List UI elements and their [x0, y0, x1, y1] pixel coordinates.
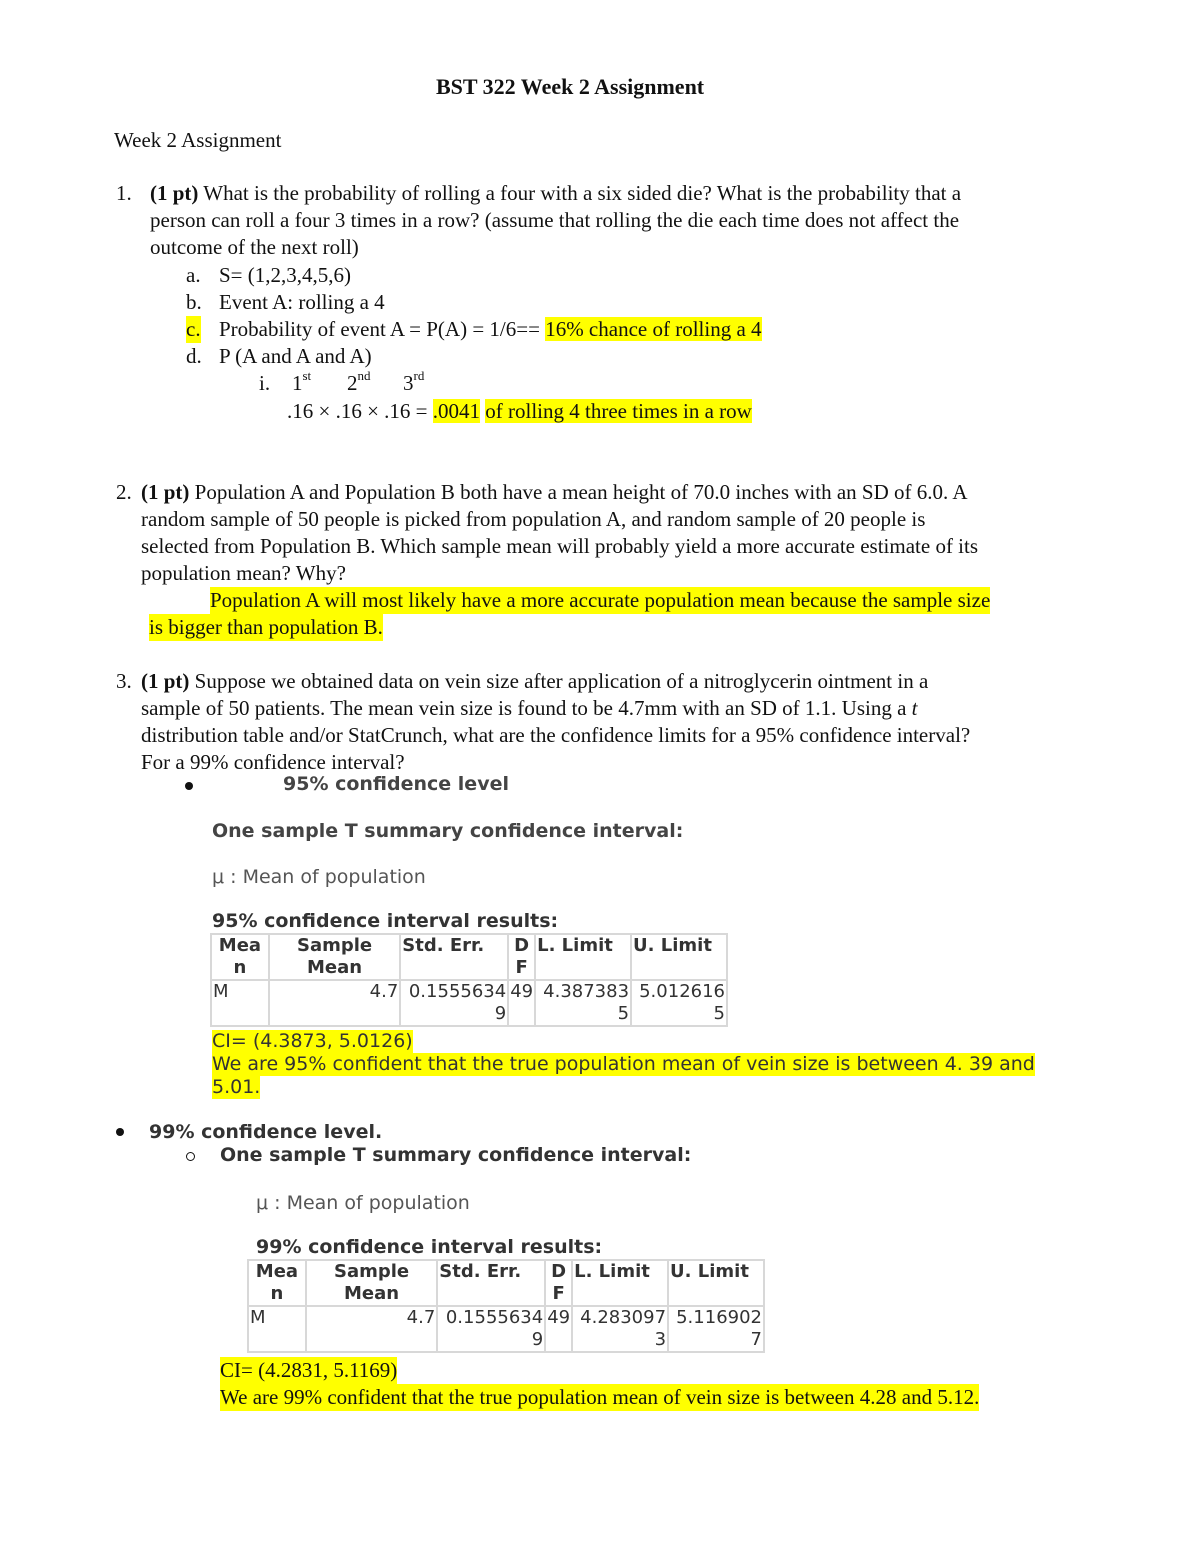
table-header-row: [248, 1260, 764, 1306]
table-cell: M: [211, 980, 269, 1026]
table-row: [211, 980, 727, 1026]
list-item: Event A: rolling a 4: [219, 290, 385, 314]
question-text-line: [141, 695, 918, 722]
question-number: 2.: [116, 480, 132, 504]
parameter-label: μ : Mean of population: [256, 1192, 470, 1214]
question-text-line: selected from Population B. Which sample mean will probably yield a more accurate estimate of its: [141, 534, 979, 558]
question-text-line: [141, 668, 928, 695]
column-header: D F: [508, 934, 535, 980]
column-header: Std. Err.: [437, 1260, 545, 1306]
list-label: d.: [186, 344, 202, 368]
ci-result: CI= (4.3873, 5.0126): [212, 1030, 413, 1052]
question-text: Suppose we obtained data on vein size after application of a nitroglycerin ointment in a: [189, 669, 929, 693]
question-number: 1.: [116, 181, 132, 205]
output-heading: One sample T summary confidence interval:: [212, 820, 684, 842]
column-header: U. Limit: [668, 1260, 764, 1306]
question-text-line: outcome of the next roll): [150, 235, 359, 259]
ordinal-number: 3: [403, 371, 414, 395]
table-cell: 0.1555634 9: [400, 980, 508, 1026]
table-cell: 49: [545, 1306, 572, 1352]
parameter-label: μ : Mean of population: [212, 866, 426, 888]
column-header: Mea n: [248, 1260, 306, 1306]
results-heading: 99% confidence interval results:: [256, 1236, 603, 1258]
conclusion-line: We are 95% confident that the true population mean of vein size is between 4. 39 and: [212, 1053, 1035, 1075]
table-header-row: [211, 934, 727, 980]
ci99-results-table: [247, 1259, 765, 1353]
table-cell: 5.012616 5: [631, 980, 727, 1026]
output-heading: One sample T summary confidence interval:: [220, 1144, 692, 1166]
section-heading: 99% confidence level.: [149, 1121, 383, 1143]
column-header: Mea n: [211, 934, 269, 980]
list-item: S= (1,2,3,4,5,6): [219, 263, 352, 287]
list-label: c.: [186, 317, 201, 341]
column-header: L. Limit: [572, 1260, 668, 1306]
question-text: sample of 50 patients. The mean vein size is found to be 4.7mm with an SD of 1.1. Using a: [141, 696, 912, 720]
column-header: Std. Err.: [400, 934, 508, 980]
answer-highlight: .0041: [432, 399, 481, 423]
list-label: a.: [186, 263, 201, 287]
column-header: Sample Mean: [269, 934, 400, 980]
table-row: [248, 1306, 764, 1352]
column-header: D F: [545, 1260, 572, 1306]
conclusion-line: 5.01.: [212, 1076, 261, 1098]
question-text: What is the probability of rolling a four with a six sided die? What is the probability that a: [198, 181, 962, 205]
list-item: [219, 316, 762, 343]
page-title: BST 322 Week 2 Assignment: [436, 74, 705, 99]
bullet-icon: [185, 782, 193, 790]
ordinal-suffix: rd: [413, 368, 425, 383]
column-header: Sample Mean: [306, 1260, 437, 1306]
question-text-line: person can roll a four 3 times in a row? (assume that rolling the die each time does not affect the: [150, 208, 960, 232]
column-header: U. Limit: [631, 934, 727, 980]
ci-result: CI= (4.2831, 5.1169): [220, 1358, 398, 1382]
conclusion-line: We are 99% confident that the true population mean of vein size is between 4.28 and 5.12.: [220, 1385, 980, 1409]
answer-highlight: Population A will most likely have a more accurate population mean because the sample size: [210, 588, 991, 612]
points-label: (1 pt): [141, 480, 190, 504]
question-text-line: random sample of 50 people is picked from population A, and random sample of 20 people is: [141, 507, 926, 531]
table-cell: 4.7: [269, 980, 400, 1026]
ordinal-second: [347, 370, 371, 397]
ordinal-number: 2: [347, 371, 358, 395]
ordinal-suffix: st: [302, 368, 312, 383]
ordinal-suffix: nd: [357, 368, 371, 383]
answer-highlight: 16% chance of rolling a 4: [545, 317, 762, 341]
question-number: 3.: [116, 669, 132, 693]
column-header: L. Limit: [535, 934, 631, 980]
question-text: Population A and Population B both have a mean height of 70.0 inches with an SD of 6.0. A: [189, 480, 968, 504]
bullet-icon: [116, 1128, 124, 1136]
question-text-line: distribution table and/or StatCrunch, what are the confidence limits for a 95% confidence interval?: [141, 723, 971, 747]
table-cell: 0.1555634 9: [437, 1306, 545, 1352]
results-heading: 95% confidence interval results:: [212, 910, 559, 932]
answer-highlight: is bigger than population B.: [149, 615, 383, 639]
ci95-results-table: [210, 933, 728, 1027]
assignment-subtitle: Week 2 Assignment: [114, 128, 282, 152]
ordinal-first: [292, 370, 311, 397]
list-item-text: Probability of event A = P(A) = 1/6==: [219, 317, 546, 341]
ordinal-third: [403, 370, 424, 397]
question-text-line: [150, 180, 961, 207]
answer-highlight: of rolling 4 three times in a row: [485, 399, 752, 423]
t-symbol: t: [911, 696, 918, 720]
question-text-line: For a 99% confidence interval?: [141, 750, 405, 774]
sublist-label: i.: [259, 371, 271, 395]
table-cell: M: [248, 1306, 306, 1352]
sub-bullet-icon: [186, 1152, 195, 1161]
calculation-text: .16 × .16 × .16 =: [287, 399, 433, 423]
list-label: b.: [186, 290, 202, 314]
points-label: (1 pt): [141, 669, 190, 693]
table-cell: 49: [508, 980, 535, 1026]
question-text-line: population mean? Why?: [141, 561, 346, 585]
section-heading: 95% confidence level: [283, 773, 509, 795]
question-text-line: [141, 479, 968, 506]
ordinal-number: 1: [292, 371, 303, 395]
table-cell: 4.283097 3: [572, 1306, 668, 1352]
calculation: [287, 398, 752, 425]
table-cell: 4.387383 5: [535, 980, 631, 1026]
points-label: (1 pt): [150, 181, 199, 205]
table-cell: 5.116902 7: [668, 1306, 764, 1352]
table-cell: 4.7: [306, 1306, 437, 1352]
list-item: P (A and A and A): [219, 344, 372, 368]
